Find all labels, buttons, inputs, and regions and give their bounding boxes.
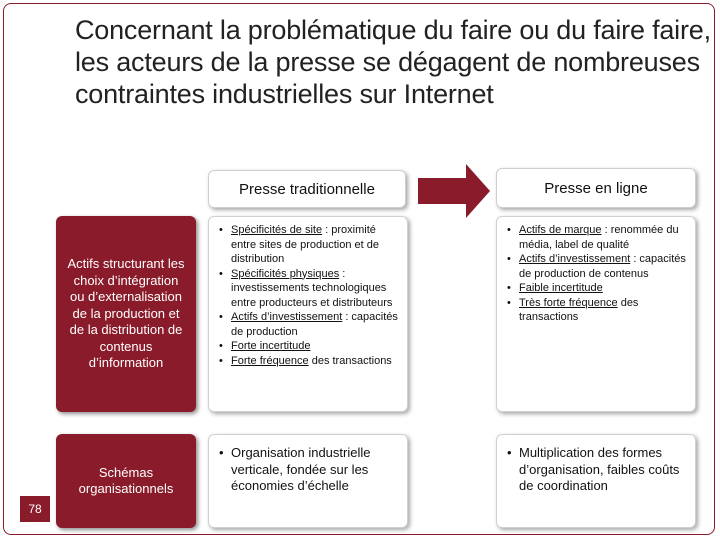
list-item: • Forte incertitude — [215, 339, 401, 354]
list-item: • Forte fréquence des transactions — [215, 354, 401, 369]
right-arrow-icon — [418, 164, 490, 218]
header-traditional-press: Presse traditionnelle — [208, 170, 406, 208]
page-number: 78 — [20, 496, 50, 522]
cell-traditional-assets — [208, 216, 408, 412]
list-item: • Multiplication des formes d’organisation, faibles coûts de coordination — [503, 445, 689, 495]
list-item: • Spécificités physiques : investissements technologiques entre producteurs et distributeurs — [215, 267, 401, 311]
row-label-organisational-schemes: Schémas organisationnels — [56, 434, 196, 528]
list-item: • Organisation industrielle verticale, fondée sur les économies d’échelle — [215, 445, 401, 495]
list-item: • Spécificités de site : proximité entre sites de production et de distribution — [215, 223, 401, 267]
list-item: • Actifs d’investissement : capacités de production — [215, 310, 401, 339]
list-item: • Actifs de marque : renommée du média, label de qualité — [503, 223, 689, 252]
cell-traditional-organisation — [208, 434, 408, 528]
list-item: • Faible incertitude — [503, 281, 689, 296]
list-item: • Actifs d’investissement : capacités de production de contenus — [503, 252, 689, 281]
cell-online-assets — [496, 216, 696, 412]
cell-online-organisation — [496, 434, 696, 528]
row-label-structuring-assets: Actifs structurant les choix d’intégration ou d’externalisation de la production et de la distribution de contenus d’information — [56, 216, 196, 412]
header-online-press: Presse en ligne — [496, 168, 696, 208]
slide-title: Concernant la problématique du faire ou du faire faire, les acteurs de la presse se dégagent de nombreuses contraintes industrielles sur Internet — [75, 15, 711, 109]
list-item: • Très forte fréquence des transactions — [503, 296, 689, 325]
